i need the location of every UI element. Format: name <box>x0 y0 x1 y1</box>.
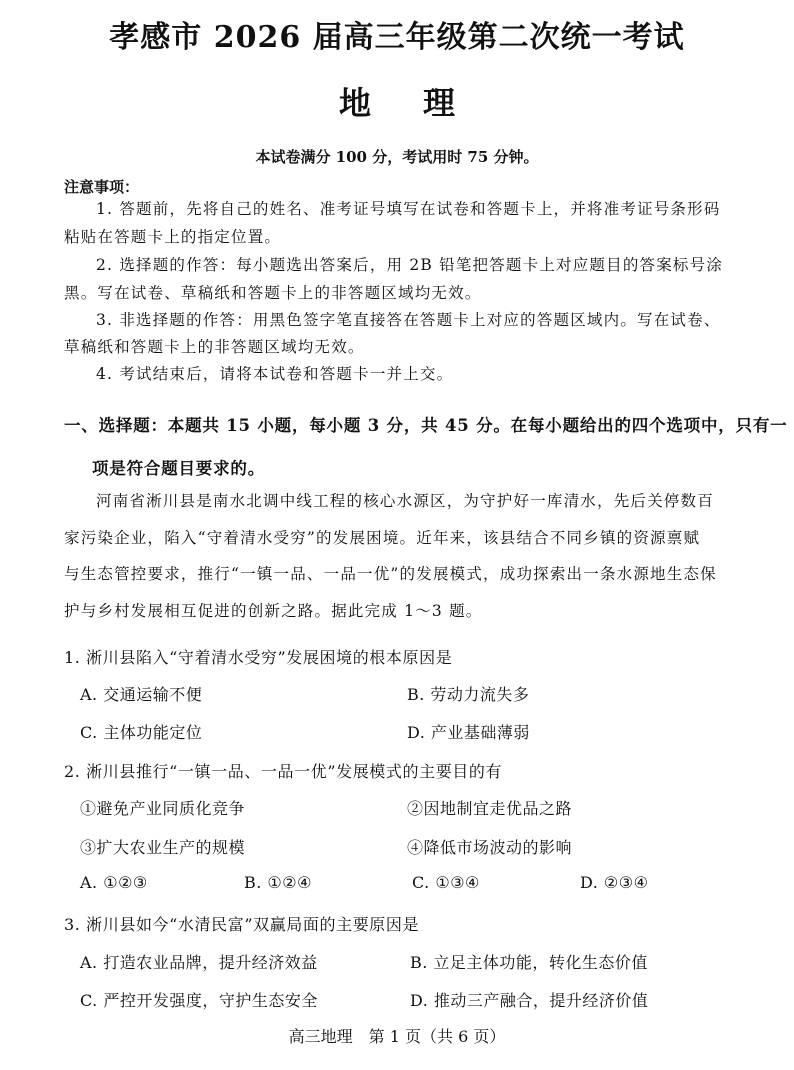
question-stem: 1. 淅川县陷入“守着清水受穷”发展困境的根本原因是 <box>64 648 453 667</box>
page-footer: 高三地理 第 1 页（共 6 页） <box>288 1027 506 1046</box>
passage-line: 家污染企业，陷入“守着清水受穷”的发展困境。近年来，该县结合不同乡镇的资源禀赋 <box>64 529 701 547</box>
exam-info: 本试卷满分 100 分，考试用时 75 分钟。 <box>255 148 539 166</box>
notice-heading: 注意事项： <box>64 178 140 196</box>
statement: ③扩大农业生产的规模 <box>80 838 246 857</box>
option: A. 交通运输不便 <box>80 685 203 704</box>
option: A. 打造农业品牌，提升经济效益 <box>80 953 318 972</box>
passage-line: 河南省淅川县是南水北调中线工程的核心水源区，为守护好一库清水，先后关停数百 <box>96 492 714 510</box>
option: C. 主体功能定位 <box>80 723 203 742</box>
notice-line: 草稿纸和答题卡上的非答题区域均无效。 <box>64 338 365 356</box>
question-stem: 2. 淅川县推行“一镇一品、一品一优”发展模式的主要目的有 <box>64 762 503 781</box>
option: C. 严控开发强度，守护生态安全 <box>80 991 318 1010</box>
option: D. 产业基础薄弱 <box>407 723 530 742</box>
passage-line: 与生态管控要求，推行“一镇一品、一品一优”的发展模式，成功探索出一条水源地生态保 <box>64 565 717 583</box>
section-heading: 一、选择题：本题共 15 小题，每小题 3 分，共 45 分。在每小题给出的四个选项中，只有一 <box>64 416 788 435</box>
option: D. 推动三产融合，提升经济价值 <box>410 991 649 1010</box>
passage-line: 护与乡村发展相互促进的创新之路。据此完成 1～3 题。 <box>64 602 483 620</box>
option: D. ②③④ <box>580 873 649 892</box>
subject-title: 地理 <box>338 84 507 122</box>
option: B. ①②④ <box>244 873 312 892</box>
notice-line: 粘贴在答题卡上的指定位置。 <box>64 228 282 246</box>
notice-line: 2. 选择题的作答：每小题选出答案后，用 2B 铅笔把答题卡上对应题目的答案标号涂 <box>96 256 724 274</box>
option: B. 劳动力流失多 <box>407 685 530 704</box>
statement: ②因地制宜走优品之路 <box>407 799 573 818</box>
option: B. 立足主体功能，转化生态价值 <box>410 953 648 972</box>
section-heading-cont: 项是符合题目要求的。 <box>92 459 265 478</box>
option: A. ①②③ <box>80 873 148 892</box>
notice-line: 3. 非选择题的作答：用黑色签字笔直接答在答题卡上对应的答题区域内。写在试卷、 <box>96 311 721 329</box>
notice-line: 1. 答题前，先将自己的姓名、准考证号填写在试卷和答题卡上，并将准考证号条形码 <box>96 200 721 218</box>
option: C. ①③④ <box>412 873 480 892</box>
statement: ①避免产业同质化竞争 <box>80 799 246 818</box>
notice-line: 4. 考试结束后，请将本试卷和答题卡一并上交。 <box>96 365 454 383</box>
statement: ④降低市场波动的影响 <box>407 838 573 857</box>
exam-title: 孝感市 2026 届高三年级第二次统一考试 <box>109 20 685 55</box>
question-stem: 3. 淅川县如今“水清民富”双赢局面的主要原因是 <box>64 915 420 934</box>
notice-line: 黑。写在试卷、草稿纸和答题卡上的非答题区域均无效。 <box>64 284 482 302</box>
